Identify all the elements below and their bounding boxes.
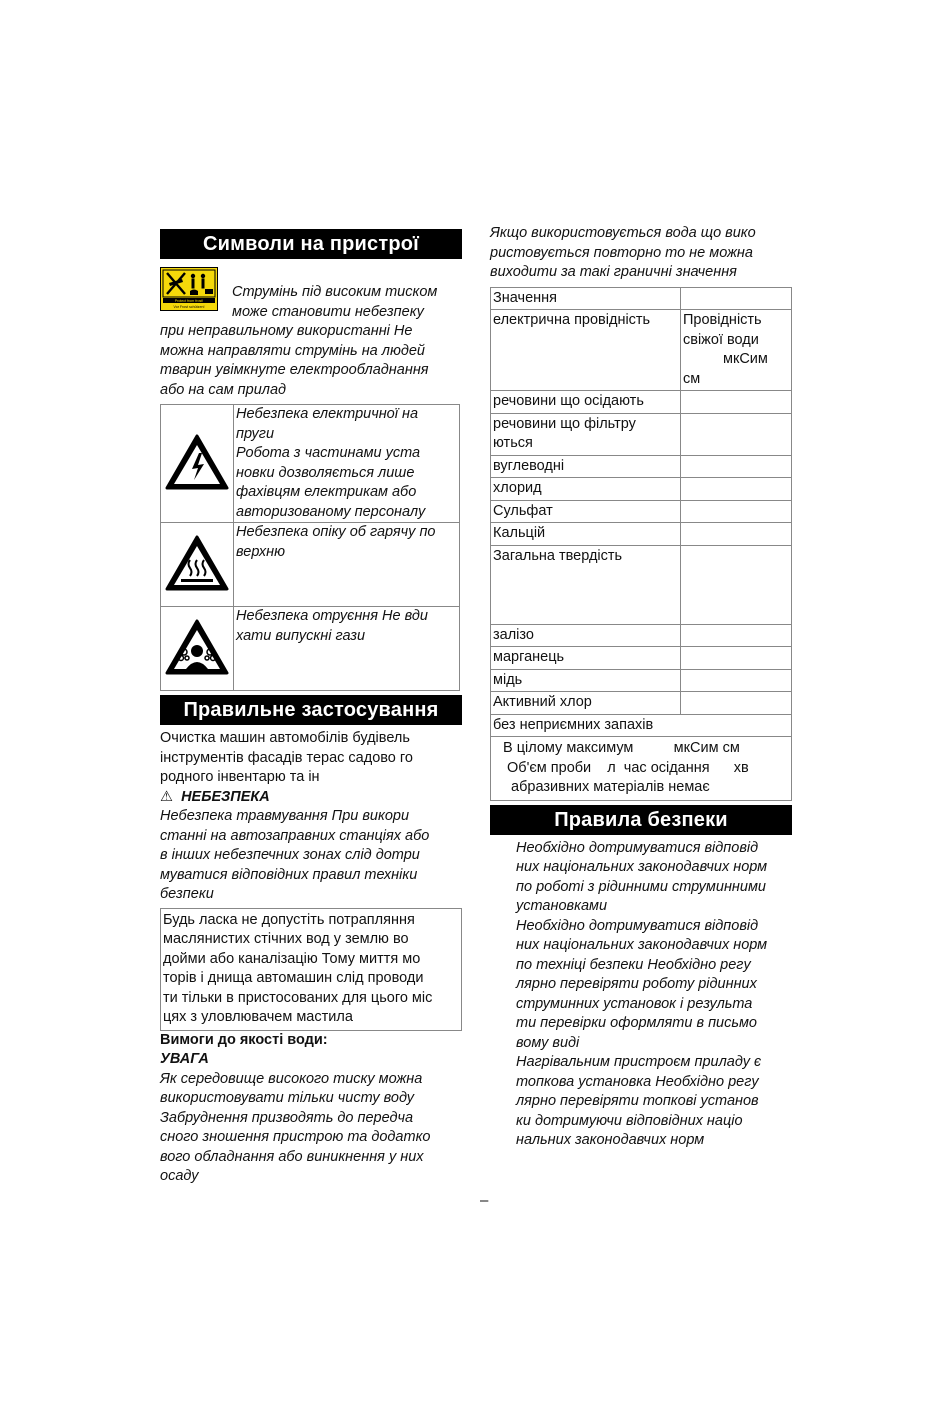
water-summary <box>490 737 792 801</box>
caution-line: використовувати тільки чисту воду <box>160 1090 415 1106</box>
value-line: см <box>683 370 701 387</box>
table-row <box>161 607 460 691</box>
reuse-water-intro <box>490 224 792 283</box>
table-cell-param <box>491 413 681 455</box>
table-cell-param: мідь <box>491 669 681 692</box>
caution-line: Як середовище високого тиску можна <box>160 1070 423 1087</box>
table-row <box>491 545 792 624</box>
symbol-description <box>234 405 460 523</box>
param-line: ються <box>493 435 533 451</box>
usage-text <box>160 729 462 788</box>
intro-line: або на сам прилад <box>160 381 287 398</box>
table-cell-value <box>681 310 792 391</box>
safety-line: Необхідно дотримуватися відповід <box>516 917 759 934</box>
table-cell-param: марганець <box>491 647 681 670</box>
table-cell-param: хлорид <box>491 478 681 501</box>
value-line: свіжої води <box>683 331 759 348</box>
danger-line: муватися відповідних правил техніки <box>160 866 418 883</box>
notice-line: торів і днища автомашин слід проводи <box>163 970 424 986</box>
symbol-line: хати випускні гази <box>236 627 366 644</box>
table-row <box>161 405 460 523</box>
table-row <box>491 523 792 546</box>
notice-line: маслянистих стічних вод у землю во <box>163 931 409 947</box>
hot-surface-icon <box>164 534 230 592</box>
table-cell-value <box>681 413 792 455</box>
notice-line: дойми або каналізацію Тому миття мо <box>163 950 421 967</box>
danger-line: безпеки <box>160 886 214 902</box>
safety-line: Нагрівальним пристроєм приладу є <box>516 1054 762 1070</box>
table-cell-value <box>681 647 792 670</box>
table-cell-value <box>681 545 792 624</box>
warning-triangle-icon: ⚠ <box>160 788 173 805</box>
reuse-line: виходити за такі граничні значення <box>490 264 737 280</box>
symbol-line: авторизованому персоналу <box>236 503 426 520</box>
summary-line: В цілому максимум мкСим см <box>503 740 740 756</box>
symbols-table <box>160 404 460 691</box>
symbols-heading: Символи на пристрої <box>160 229 462 259</box>
symbol-line: фахівцям електрикам або <box>236 484 417 500</box>
caution-line: сного зношення пристрою та додатко <box>160 1129 431 1145</box>
table-row <box>491 478 792 501</box>
caution-line: осаду <box>160 1168 199 1184</box>
safety-line: по роботі з рідинними струминними <box>516 878 766 895</box>
table-cell-value <box>681 624 792 647</box>
symbol-line: Небезпека отруєння Не вди <box>236 608 428 624</box>
safety-line: по техніці безпеки Необхідно регу <box>516 956 751 973</box>
safety-heading: Правила безпеки <box>490 805 792 835</box>
usage-line: Очистка машин автомобілів будівель <box>160 730 410 746</box>
danger-line: в інших небезпечних зонах слід дотри <box>160 847 420 863</box>
table-row <box>491 455 792 478</box>
danger-line: станні на автозаправних станціях або <box>160 827 430 844</box>
table-row <box>491 692 792 715</box>
summary-line: Об'єм проби л час осідання хв <box>503 759 749 776</box>
notice-line: Будь ласка не допустіть потрапляння <box>163 911 415 928</box>
intro-line: може становити небезпеку <box>232 303 424 320</box>
intro-line: Струмінь під високим тиском <box>232 284 438 300</box>
danger-line: Небезпека травмування При викори <box>160 808 410 824</box>
toxic-fumes-icon <box>164 618 230 676</box>
frost-label-de: Vor Frost schützen! <box>173 305 205 309</box>
table-row <box>491 714 792 737</box>
table-row <box>491 413 792 455</box>
usage-line: родного інвентарю та ін <box>160 769 320 785</box>
reuse-line: ристовується повторно то не можна <box>490 244 753 261</box>
value-line: Провідність <box>683 312 762 328</box>
no-odor-row: без неприємних запахів <box>491 714 792 737</box>
safety-line: вому виді <box>516 1034 580 1051</box>
table-cell-value <box>681 692 792 715</box>
table-cell-value <box>681 287 792 310</box>
reuse-line: Якщо використовується вода що вико <box>490 225 756 241</box>
table-cell-param: Значення <box>491 287 681 310</box>
table-row <box>491 287 792 310</box>
safety-rules <box>490 839 792 1151</box>
table-row <box>491 669 792 692</box>
safety-line: лярно перевіряти роботу рідинних <box>516 976 757 992</box>
right-column <box>490 224 792 1151</box>
environment-notice <box>160 908 462 1031</box>
safety-line: них національних законодавчих норм <box>516 937 768 953</box>
page-number: – <box>480 1192 489 1209</box>
water-limits-table <box>490 287 792 738</box>
safety-line: струминних установок і результа <box>516 995 753 1012</box>
danger-text <box>160 807 462 905</box>
summary-line: абразивних матеріалів немає <box>503 779 710 795</box>
symbol-line: Робота з частинами уста <box>236 445 421 461</box>
table-row <box>491 500 792 523</box>
caution-label: УВАГА <box>160 1051 209 1067</box>
safety-line: установками <box>516 898 608 914</box>
safety-line: них національних законодавчих норм <box>516 859 768 875</box>
safety-line: нальних законодавчих норм <box>516 1132 705 1148</box>
table-row <box>161 523 460 607</box>
value-line: мкСим <box>723 351 768 367</box>
table-cell-param: Загальна твердість <box>491 545 681 624</box>
table-row <box>491 310 792 391</box>
table-cell-value <box>681 478 792 501</box>
intro-line: можна направляти струмінь на людей <box>160 342 425 359</box>
table-cell-value <box>681 669 792 692</box>
safety-line: топкова установка Необхідно регу <box>516 1073 759 1090</box>
safety-line: лярно перевіряти топкові установ <box>516 1093 759 1109</box>
table-cell-param: Сульфат <box>491 500 681 523</box>
table-cell-value <box>681 500 792 523</box>
table-row <box>491 391 792 414</box>
symbol-description <box>234 523 460 607</box>
param-line: речовини що фільтру <box>493 415 636 432</box>
danger-heading <box>160 788 462 808</box>
caution-line: Забруднення призводять до передча <box>160 1109 414 1126</box>
intro-line: при неправильному використанні Не <box>160 323 413 339</box>
notice-line: ти тільки в пристосованих для цього міс <box>163 989 433 1006</box>
table-cell-param: залізо <box>491 624 681 647</box>
safety-line: Необхідно дотримуватися відповід <box>516 839 759 856</box>
table-cell-param: Активний хлор <box>491 692 681 715</box>
symbol-description <box>234 607 460 691</box>
table-cell-param: вуглеводні <box>491 455 681 478</box>
water-quality-heading: Вимоги до якості води: <box>160 1031 328 1048</box>
table-cell-value <box>681 455 792 478</box>
intro-line: тварин увімкнуте електрообладнання <box>160 362 429 378</box>
safety-line: ти перевірки оформляти в письмо <box>516 1015 757 1031</box>
frost-label-en: Protect from frost! <box>174 299 204 303</box>
safety-line: ки дотримуючи відповідних націо <box>516 1112 743 1129</box>
symbol-line: пруги <box>236 425 275 442</box>
table-cell-param: електрична провідність <box>491 310 681 391</box>
table-cell-param: речовини що осідають <box>491 391 681 414</box>
notice-line: цях з уловлювачем мастила <box>163 1009 353 1025</box>
frost-warning-label-icon <box>160 267 218 311</box>
symbol-line: Небезпека опіку об гарячу по <box>236 524 436 540</box>
symbol-line: новки дозволяється лише <box>236 464 415 481</box>
symbols-intro <box>160 267 462 400</box>
table-cell-value <box>681 391 792 414</box>
left-column <box>160 229 462 1187</box>
table-row <box>491 647 792 670</box>
electric-hazard-icon <box>164 433 230 491</box>
danger-label: НЕБЕЗПЕКА <box>181 788 270 805</box>
table-cell-param: Кальцій <box>491 523 681 546</box>
table-cell-value <box>681 523 792 546</box>
symbol-line: Небезпека електричної на <box>236 406 419 422</box>
usage-line: інструментів фасадів терас садово го <box>160 749 413 766</box>
usage-heading: Правильне застосування <box>160 695 462 725</box>
symbol-line: верхню <box>236 543 286 560</box>
caution-line: вого обладнання або виникнення у них <box>160 1148 424 1165</box>
table-row <box>491 624 792 647</box>
caution-text <box>160 1070 462 1187</box>
